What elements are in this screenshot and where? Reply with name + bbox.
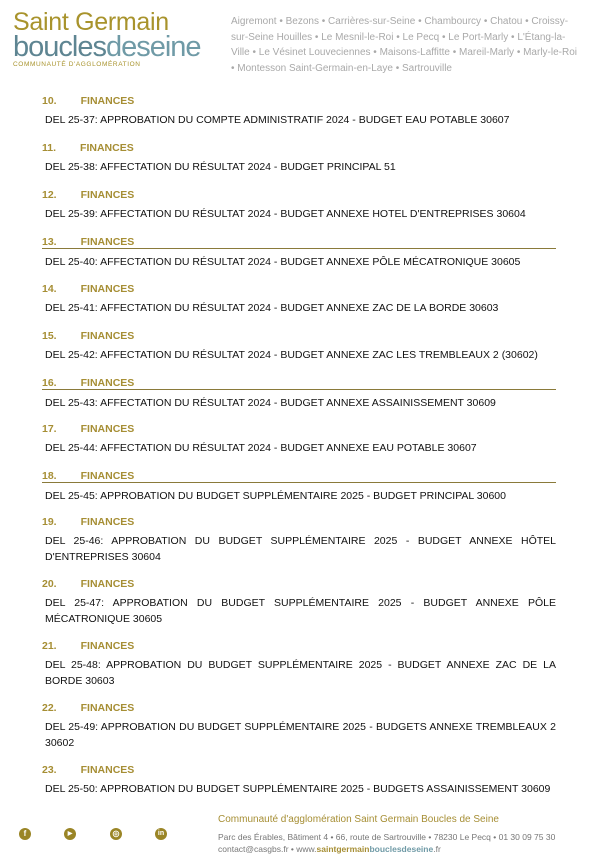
item-text: DEL 25-49: APPROBATION DU BUDGET SUPPLÉMENTAIRE 2025 - BUDGETS ANNEXE TREMBLEAUX 2 30602 [45,721,556,749]
item-text: DEL 25-43: AFFECTATION DU RÉSULTAT 2024 - BUDGET ANNEXE ASSAINISSEMENT 30609 [45,397,496,409]
item-text: DEL 25-48: APPROBATION DU BUDGET SUPPLÉMENTAIRE 2025 - BUDGET ANNEXE ZAC DE LA BORDE 30603 [45,659,556,687]
item-category: FINANCES [80,283,135,295]
agenda-item [42,283,556,316]
item-text: DEL 25-44: AFFECTATION DU RÉSULTAT 2024 - BUDGET ANNEXE EAU POTABLE 30607 [45,442,477,454]
item-category: FINANCES [80,764,135,776]
item-number: 22. [42,702,57,714]
item-heading [42,578,556,590]
item-number: 14. [42,283,57,295]
item-category: FINANCES [80,95,135,107]
item-number: 21. [42,640,57,652]
item-heading [42,236,556,249]
item-text: DEL 25-46: APPROBATION DU BUDGET SUPPLÉMENTAIRE 2025 - BUDGET ANNEXE HÔTEL D'ENTREPRISES 30604 [45,535,556,563]
item-heading [42,764,556,776]
item-heading [42,377,556,390]
agenda-item [42,516,556,565]
item-number: 16. [42,377,57,389]
item-heading [42,142,556,154]
item-heading [42,516,556,528]
item-number: 23. [42,764,57,776]
item-category: FINANCES [80,377,135,389]
site-part-a: saintgermain [316,844,370,854]
item-number: 15. [42,330,57,342]
logo-deseine: deseine [105,31,201,63]
footer [218,814,555,855]
item-category: FINANCES [80,142,134,154]
facebook-icon[interactable]: f [19,828,31,840]
item-text: DEL 25-42: AFFECTATION DU RÉSULTAT 2024 - BUDGET ANNEXE ZAC LES TREMBLEAUX 2 (30602) [45,349,538,361]
item-number: 11. [42,142,57,154]
item-text: DEL 25-50: APPROBATION DU BUDGET SUPPLÉMENTAIRE 2025 - BUDGETS ASSAINISSEMENT 30609 [45,783,551,795]
footer-contact[interactable] [218,843,555,855]
item-text: DEL 25-45: APPROBATION DU BUDGET SUPPLÉMENTAIRE 2025 - BUDGET PRINCIPAL 30600 [45,490,506,502]
item-number: 13. [42,236,57,248]
item-heading [42,470,556,483]
agenda-item [42,330,556,363]
item-number: 12. [42,189,57,201]
agenda-item [42,470,556,504]
footer-org: Communauté d'agglomération Saint Germain Boucles de Seine [218,814,499,825]
item-heading [42,189,556,201]
contact-email: contact@casgbs.fr • www. [218,844,317,854]
item-text: DEL 25-37: APPROBATION DU COMPTE ADMINISTRATIF 2024 - BUDGET EAU POTABLE 30607 [45,114,510,126]
item-number: 18. [42,470,57,482]
footer-address-block [218,831,555,855]
agenda-item [42,423,556,456]
agenda-item [42,764,556,797]
youtube-icon[interactable]: ▶ [64,828,76,840]
site-part-b: bouclesdeseine [369,844,434,854]
item-heading [42,95,556,107]
logo-boucles: boucles [13,31,106,63]
item-category: FINANCES [80,330,135,342]
item-number: 17. [42,423,57,435]
item-category: FINANCES [80,423,135,435]
item-text: DEL 25-47: APPROBATION DU BUDGET SUPPLÉMENTAIRE 2025 - BUDGET ANNEXE PÔLE MÉCATRONIQUE 30605 [45,597,556,625]
item-category: FINANCES [80,516,135,528]
item-number: 10. [42,95,57,107]
item-text: DEL 25-38: AFFECTATION DU RÉSULTAT 2024 - BUDGET PRINCIPAL 51 [45,161,396,173]
item-category: FINANCES [80,236,135,248]
instagram-icon[interactable]: ◎ [110,828,122,840]
logo-line1: Saint Germain [13,8,169,36]
agenda-item [42,640,556,689]
item-text: DEL 25-39: AFFECTATION DU RÉSULTAT 2024 - BUDGET ANNEXE HOTEL D'ENTREPRISES 30604 [45,208,526,220]
item-number: 20. [42,578,57,590]
item-category: FINANCES [80,470,135,482]
agenda-item [42,236,556,270]
agenda-item [42,95,556,128]
agenda-item [42,377,556,411]
agenda-item [42,142,556,175]
logo-subtitle: COMMUNAUTÉ D'AGGLOMÉRATION [13,61,141,68]
agenda-item [42,702,556,751]
item-category: FINANCES [80,578,135,590]
item-heading [42,702,556,714]
item-heading [42,640,556,652]
item-number: 19. [42,516,57,528]
agenda-item [42,578,556,627]
item-category: FINANCES [80,189,135,201]
item-category: FINANCES [80,702,135,714]
item-category: FINANCES [80,640,135,652]
item-text: DEL 25-41: AFFECTATION DU RÉSULTAT 2024 - BUDGET ANNEXE ZAC DE LA BORDE 30603 [45,302,499,314]
item-heading [42,330,556,342]
towns-list: Aigremont • Bezons • Carrières-sur-Seine • Chambourcy • Chatou • Croissy-sur-Seine Houilles • Le Mesnil-le-Roi • Le Pecq • Le Port-Marly • L'Étang-la-Ville • Le Vésinet Louveciennes • Maisons-Laffitte • Mareil-Marly • Marly-le-Roi • Montesson Saint-Germain-en-Laye • Sartrouville [231,16,577,74]
logo [13,10,201,68]
linkedin-icon[interactable]: in [155,828,167,840]
agenda-item [42,189,556,222]
item-heading [42,423,556,435]
logo-line2 [13,31,201,63]
site-part-c: .fr [433,844,441,854]
item-heading [42,283,556,295]
item-text: DEL 25-40: AFFECTATION DU RÉSULTAT 2024 - BUDGET ANNEXE PÔLE MÉCATRONIQUE 30605 [45,256,521,268]
footer-address: Parc des Érables, Bâtiment 4 • 66, route de Sartrouville • 78230 Le Pecq • 01 30 09 75 30 [218,832,556,842]
